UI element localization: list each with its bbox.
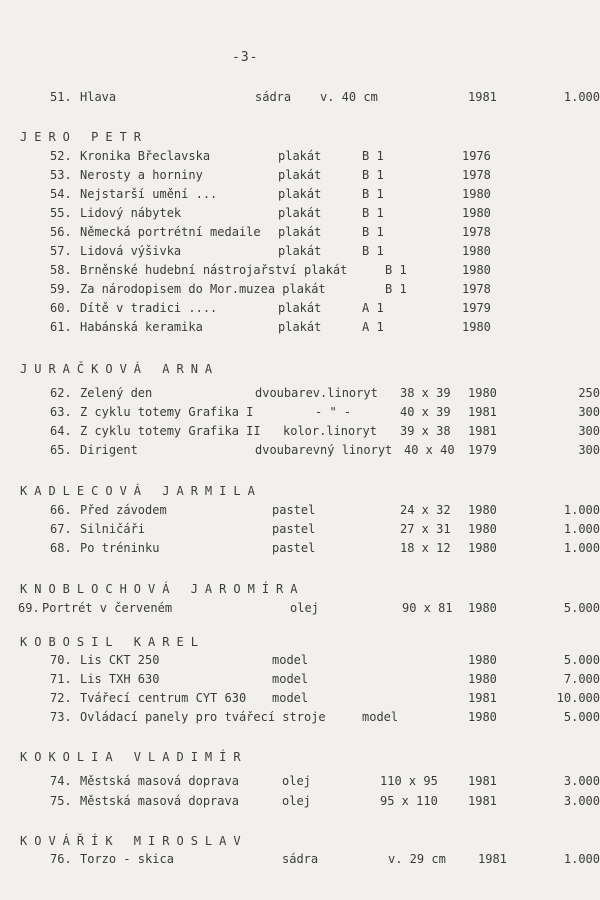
entry-title: Z cyklu totemy Grafika I (80, 405, 254, 419)
catalog-entry (0, 691, 600, 708)
entry-technique: model (272, 653, 309, 667)
catalog-entry (0, 206, 600, 223)
entry-price: 300 (578, 405, 600, 419)
entry-price: 300 (578, 443, 600, 457)
artist-heading: KOKOLIA VLADIMÍR (20, 750, 248, 764)
entry-title: Nerosty a horniny (80, 168, 203, 182)
entry-number: 61. (50, 320, 72, 334)
entry-year: 1981 (468, 691, 497, 705)
entry-size: 38 x 39 (400, 386, 451, 400)
entry-number: 53. (50, 168, 72, 182)
entry-title: Brněnské hudební nástrojařství plakát (80, 263, 348, 277)
catalog-entry (0, 794, 600, 811)
entry-year: 1980 (468, 386, 497, 400)
entry-size: v. 40 cm (320, 90, 378, 104)
entry-price: 1.000 (563, 503, 600, 517)
entry-year: 1980 (468, 601, 497, 615)
entry-price: 10.000 (556, 691, 600, 705)
entry-title: Po tréninku (80, 541, 160, 555)
entry-price: 1.000 (563, 522, 600, 536)
entry-size: 110 x 95 (380, 774, 438, 788)
entry-technique: olej (290, 601, 319, 615)
entry-price: 1.000 (563, 541, 600, 555)
entry-price: 5.000 (563, 710, 600, 724)
entry-year: 1980 (468, 653, 497, 667)
entry-year: 1980 (462, 206, 491, 220)
entry-price: 1.000 (563, 852, 600, 866)
entry-technique: pastel (272, 503, 316, 517)
catalog-entry (0, 320, 600, 337)
entry-year: 1980 (468, 710, 497, 724)
entry-year: 1978 (462, 168, 491, 182)
entry-title: Před závodem (80, 503, 167, 517)
entry-number: 60. (50, 301, 72, 315)
entry-title: Městská masová doprava (80, 794, 239, 808)
entry-size: B 1 (362, 149, 384, 163)
entry-year: 1980 (468, 672, 497, 686)
artist-heading: JURAČKOVÁ ARNA (20, 362, 220, 376)
entry-year: 1980 (462, 263, 491, 277)
entry-technique: plakát (278, 301, 322, 315)
entry-price: 7.000 (563, 672, 600, 686)
entry-number: 55. (50, 206, 72, 220)
catalog-entry (0, 386, 600, 403)
catalog-entry (0, 443, 600, 460)
entry-title: Lis CKT 250 (80, 653, 160, 667)
entry-size: 27 x 31 (400, 522, 451, 536)
page-number: -3- (232, 50, 259, 65)
entry-technique: plakát (278, 187, 322, 201)
entry-size: B 1 (362, 187, 384, 201)
entry-size: 18 x 12 (400, 541, 451, 555)
artist-heading: KOVÁŘÍK MIROSLAV (20, 834, 248, 848)
catalog-entry (0, 405, 600, 422)
entry-price: 3.000 (563, 774, 600, 788)
entry-technique: model (272, 672, 309, 686)
catalog-entry (0, 168, 600, 185)
entry-technique: pastel (272, 541, 316, 555)
entry-number: 52. (50, 149, 72, 163)
entry-size: B 1 (362, 168, 384, 182)
entry-year: 1981 (468, 794, 497, 808)
entry-title: Lis TXH 630 (80, 672, 160, 686)
entry-year: 1980 (462, 187, 491, 201)
catalog-entry (0, 852, 600, 869)
entry-technique: kolor.linoryt (283, 424, 377, 438)
entry-size: 90 x 81 (402, 601, 453, 615)
entry-year: 1981 (468, 424, 497, 438)
entry-title: Městská masová doprava (80, 774, 239, 788)
catalog-entry (0, 301, 600, 318)
entry-number: 57. (50, 244, 72, 258)
entry-title: Dítě v tradici .... (80, 301, 218, 315)
entry-year: 1981 (468, 405, 497, 419)
entry-title: Portrét v červeném (42, 601, 173, 615)
entry-price: 250 (578, 386, 600, 400)
entry-title: Torzo - skica (80, 852, 174, 866)
entry-price: 300 (578, 424, 600, 438)
entry-title: Hlava (80, 90, 117, 104)
entry-number: 70. (50, 653, 72, 667)
entry-size: 40 x 39 (400, 405, 451, 419)
entry-number: 72. (50, 691, 72, 705)
entry-size: 24 x 32 (400, 503, 451, 517)
catalog-entry (0, 503, 600, 520)
entry-technique: pastel (272, 522, 316, 536)
catalog-entry (0, 225, 600, 242)
entry-technique: model (362, 710, 399, 724)
entry-number: 66. (50, 503, 72, 517)
artist-heading: KNOBLOCHOVÁ JAROMÍRA (20, 582, 305, 596)
catalog-entry (0, 710, 600, 727)
entry-technique: plakát (278, 168, 322, 182)
entry-number: 68. (50, 541, 72, 555)
entry-title: Dirigent (80, 443, 138, 457)
entry-technique: sádra (282, 852, 319, 866)
entry-size: B 1 (362, 206, 384, 220)
entry-technique: olej (282, 794, 311, 808)
entry-title: Německá portrétní medaile (80, 225, 261, 239)
entry-year: 1980 (468, 503, 497, 517)
catalog-entry (0, 672, 600, 689)
entry-size: A 1 (362, 320, 384, 334)
entry-technique: dvoubarevný linoryt (255, 443, 393, 457)
entry-technique: olej (282, 774, 311, 788)
entry-technique: plakát (278, 244, 322, 258)
artist-heading: KOBOSIL KAREL (20, 635, 205, 649)
entry-year: 1981 (478, 852, 507, 866)
entry-number: 67. (50, 522, 72, 536)
entry-technique: sádra (255, 90, 292, 104)
artist-heading: KADLECOVÁ JARMILA (20, 484, 262, 498)
entry-technique: plakát (278, 225, 322, 239)
entry-title: Tvářecí centrum CYT 630 (80, 691, 247, 705)
entry-title: Kronika Břeclavska (80, 149, 211, 163)
entry-number: 56. (50, 225, 72, 239)
catalog-entry (0, 187, 600, 204)
entry-number: 58. (50, 263, 72, 277)
entry-number: 65. (50, 443, 72, 457)
entry-year: 1979 (462, 301, 491, 315)
entry-year: 1980 (462, 244, 491, 258)
catalog-entry (0, 601, 600, 618)
entry-size: B 1 (385, 282, 407, 296)
entry-number: 76. (50, 852, 72, 866)
catalog-entry (0, 522, 600, 539)
entry-year: 1979 (468, 443, 497, 457)
entry-number: 54. (50, 187, 72, 201)
entry-number: 51. (50, 90, 72, 104)
entry-size: 95 x 110 (380, 794, 438, 808)
entry-size: 40 x 40 (404, 443, 455, 457)
entry-number: 69. (18, 601, 40, 615)
entry-technique: plakát (278, 206, 322, 220)
entry-year: 1976 (462, 149, 491, 163)
entry-number: 59. (50, 282, 72, 296)
artist-heading: JERO PETR (20, 130, 149, 144)
entry-number: 63. (50, 405, 72, 419)
entry-price: 5.000 (563, 653, 600, 667)
entry-year: 1981 (468, 90, 497, 104)
entry-price: 5.000 (563, 601, 600, 615)
entry-size: 39 x 38 (400, 424, 451, 438)
catalog-entry (0, 774, 600, 791)
catalog-entry (0, 90, 600, 107)
entry-number: 62. (50, 386, 72, 400)
entry-size: B 1 (385, 263, 407, 277)
entry-title: Zelený den (80, 386, 153, 400)
entry-title: Nejstarší umění ... (80, 187, 218, 201)
entry-number: 71. (50, 672, 72, 686)
entry-title: Silničáři (80, 522, 146, 536)
entry-size: v. 29 cm (388, 852, 446, 866)
entry-year: 1981 (468, 774, 497, 788)
entry-size: A 1 (362, 301, 384, 315)
entry-title: Habánská keramika (80, 320, 203, 334)
entry-year: 1978 (462, 282, 491, 296)
entry-number: 64. (50, 424, 72, 438)
entry-number: 75. (50, 794, 72, 808)
entry-price: 3.000 (563, 794, 600, 808)
entry-title: Lidový nábytek (80, 206, 182, 220)
catalog-entry (0, 282, 600, 299)
entry-year: 1978 (462, 225, 491, 239)
entry-price: 1.000 (563, 90, 600, 104)
entry-number: 73. (50, 710, 72, 724)
entry-size: B 1 (362, 225, 384, 239)
catalog-entry (0, 541, 600, 558)
entry-technique: dvoubarev.linoryt (255, 386, 378, 400)
entry-size: B 1 (362, 244, 384, 258)
entry-year: 1980 (468, 541, 497, 555)
catalog-entry (0, 244, 600, 261)
entry-title: Za národopisem do Mor.muzea plakát (80, 282, 326, 296)
catalog-entry (0, 149, 600, 166)
entry-title: Ovládací panely pro tvářecí stroje (80, 710, 326, 724)
entry-year: 1980 (462, 320, 491, 334)
entry-title: Z cyklu totemy Grafika II (80, 424, 261, 438)
catalog-entry (0, 424, 600, 441)
entry-technique: plakát (278, 320, 322, 334)
entry-number: 74. (50, 774, 72, 788)
entry-technique: - " - (315, 405, 352, 419)
catalog-entry (0, 653, 600, 670)
entry-technique: plakát (278, 149, 322, 163)
entry-title: Lidová výšivka (80, 244, 182, 258)
catalog-entry (0, 263, 600, 280)
entry-technique: model (272, 691, 309, 705)
entry-year: 1980 (468, 522, 497, 536)
